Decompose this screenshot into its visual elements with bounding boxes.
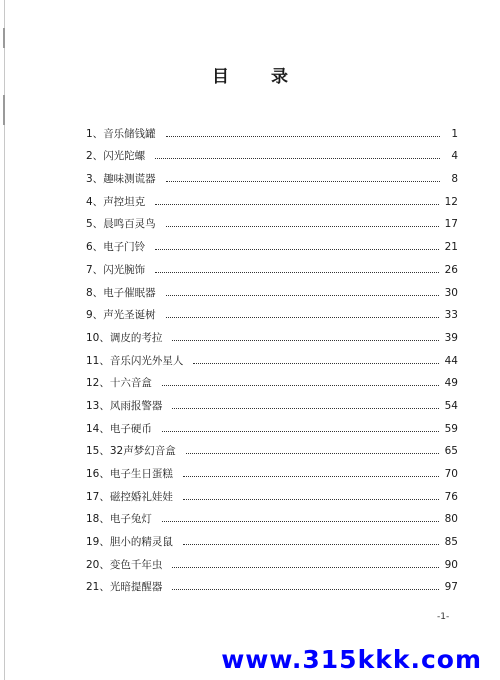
- toc-entry-page: 21: [444, 241, 458, 254]
- toc-entry[interactable]: [86, 162, 458, 185]
- toc-entry-label: 电子兔灯: [109, 513, 152, 526]
- dot-leader: [166, 317, 439, 318]
- dot-leader: [166, 295, 439, 296]
- toc-entry-page: 39: [444, 331, 458, 344]
- toc-entry[interactable]: [86, 321, 458, 344]
- scan-edge-mark: [3, 28, 5, 48]
- dot-leader: [183, 499, 439, 500]
- toc-entry-label: 电子门铃: [103, 241, 146, 254]
- dot-leader: [166, 136, 440, 137]
- dot-leader: [183, 476, 439, 477]
- toc-entry-number: 9、: [86, 309, 104, 322]
- dot-leader: [172, 408, 438, 409]
- toc-entry-page: 76: [444, 490, 458, 503]
- toc-entry[interactable]: [86, 412, 458, 435]
- toc-entry-number: 16、: [86, 468, 110, 480]
- dot-leader: [162, 431, 439, 432]
- toc-entry[interactable]: [86, 389, 458, 412]
- toc-entry[interactable]: [86, 548, 458, 571]
- toc-entry[interactable]: [86, 299, 458, 322]
- dot-leader: [186, 453, 439, 454]
- toc-entry[interactable]: [86, 276, 458, 299]
- dot-leader: [166, 226, 439, 227]
- toc-entry-label: 音乐闪光外星人: [109, 354, 184, 367]
- page-title: 目 录: [212, 67, 306, 87]
- toc-entry-number: 14、: [86, 422, 110, 435]
- toc-entry[interactable]: [86, 525, 458, 548]
- toc-entry-number: 2、: [86, 150, 104, 163]
- toc-entry-page: 80: [444, 513, 458, 526]
- toc-entry-label: 音乐储钱罐: [103, 127, 156, 140]
- toc-entry-page: 65: [444, 445, 458, 458]
- toc-entry-label: 电子催眠器: [103, 286, 156, 299]
- toc-entry-label: 晨鸣百灵鸟: [103, 218, 156, 231]
- toc-entry-page: 59: [444, 422, 458, 435]
- toc-entry-page: 90: [444, 558, 458, 571]
- toc-entry-page: 49: [444, 377, 458, 390]
- toc-entry[interactable]: [86, 185, 458, 208]
- toc-entry-page: 1: [451, 127, 458, 140]
- toc-entry-page: 33: [444, 309, 458, 322]
- dot-leader: [155, 249, 438, 250]
- toc-entry-number: 4、: [86, 195, 104, 208]
- dot-leader: [172, 567, 438, 568]
- toc-entry-label: 风雨报警器: [109, 399, 163, 412]
- toc-entry-page: 12: [444, 195, 458, 208]
- toc-entry[interactable]: [86, 435, 458, 458]
- toc-entry-page: 70: [444, 468, 458, 480]
- dot-leader: [155, 158, 440, 159]
- toc-entry-number: 10、: [86, 331, 110, 344]
- toc-entry-label: 调皮的考拉: [109, 331, 163, 344]
- toc-entry-page: 4: [451, 150, 458, 163]
- toc-entry[interactable]: [86, 230, 458, 253]
- toc-entry-page: 26: [444, 263, 458, 276]
- toc-entry-label: 声控坦克: [103, 195, 146, 208]
- toc-entry-label: 磁控婚礼娃娃: [109, 490, 173, 503]
- toc-entry-label: 声光圣诞树: [103, 309, 156, 322]
- toc-entry-page: 54: [444, 399, 458, 412]
- toc-entry-label: 变色千年虫: [109, 558, 163, 571]
- toc-entry-label: 光暗提醒器: [109, 581, 163, 594]
- dot-leader: [155, 204, 438, 205]
- footer-page-number: -1-: [437, 612, 450, 622]
- scan-edge-mark: [3, 95, 5, 125]
- dot-leader: [155, 272, 438, 273]
- toc-entry-number: 20、: [86, 558, 110, 571]
- toc-entry-page: 8: [451, 173, 458, 186]
- toc-entry[interactable]: [86, 457, 458, 480]
- toc-entry-number: 8、: [86, 286, 104, 299]
- toc-entry-label: 胆小的精灵鼠: [109, 536, 173, 549]
- toc-entry-page: 30: [444, 286, 458, 299]
- toc-entry-number: 3、: [86, 173, 104, 186]
- toc-entry-number: 21、: [86, 581, 110, 594]
- toc-entry[interactable]: [86, 503, 458, 526]
- toc-entry-number: 1、: [86, 127, 104, 140]
- toc-entry-number: 15、: [86, 445, 110, 458]
- toc-entry[interactable]: [86, 117, 458, 140]
- toc-entry-number: 7、: [86, 263, 104, 276]
- toc-entry-number: 6、: [86, 241, 104, 254]
- toc-entry-label: 电子生日蛋糕: [109, 468, 173, 480]
- toc-entry-page: 17: [444, 218, 458, 231]
- toc-entry[interactable]: [86, 367, 458, 390]
- toc-entry-label: 闪光陀螺: [103, 150, 146, 163]
- toc-entry-number: 19、: [86, 536, 110, 549]
- toc-entry-number: 17、: [86, 490, 110, 503]
- toc-entry-label: 趣味测谎器: [103, 173, 156, 186]
- toc-entry-label: 电子硬币: [109, 422, 152, 435]
- toc-entry[interactable]: [86, 344, 458, 367]
- dot-leader: [162, 385, 439, 386]
- toc-entry-page: 85: [444, 536, 458, 549]
- toc-entry-label: 32声梦幻音盒: [109, 445, 176, 458]
- toc-entry[interactable]: [86, 253, 458, 276]
- toc-entry[interactable]: [86, 140, 458, 163]
- dot-leader: [172, 589, 438, 590]
- toc-entry-number: 11、: [86, 354, 110, 367]
- toc-entry-page: 97: [444, 581, 458, 594]
- toc-entry-number: 13、: [86, 399, 110, 412]
- dot-leader: [193, 363, 438, 364]
- toc-entry-number: 5、: [86, 218, 104, 231]
- dot-leader: [172, 340, 438, 341]
- toc-entry[interactable]: [86, 480, 458, 503]
- dot-leader: [183, 544, 439, 545]
- toc-entry-number: 18、: [86, 513, 110, 526]
- toc-entry-label: 十六音盒: [109, 377, 152, 390]
- toc-entry-label: 闪光腕饰: [103, 263, 146, 276]
- toc-entry[interactable]: [86, 571, 458, 594]
- watermark-url: www.315kkk.com: [221, 645, 482, 674]
- toc-entry[interactable]: [86, 208, 458, 231]
- table-of-contents: [86, 117, 458, 593]
- dot-leader: [162, 521, 439, 522]
- toc-entry-page: 44: [444, 354, 458, 367]
- toc-entry-number: 12、: [86, 377, 110, 390]
- dot-leader: [166, 181, 440, 182]
